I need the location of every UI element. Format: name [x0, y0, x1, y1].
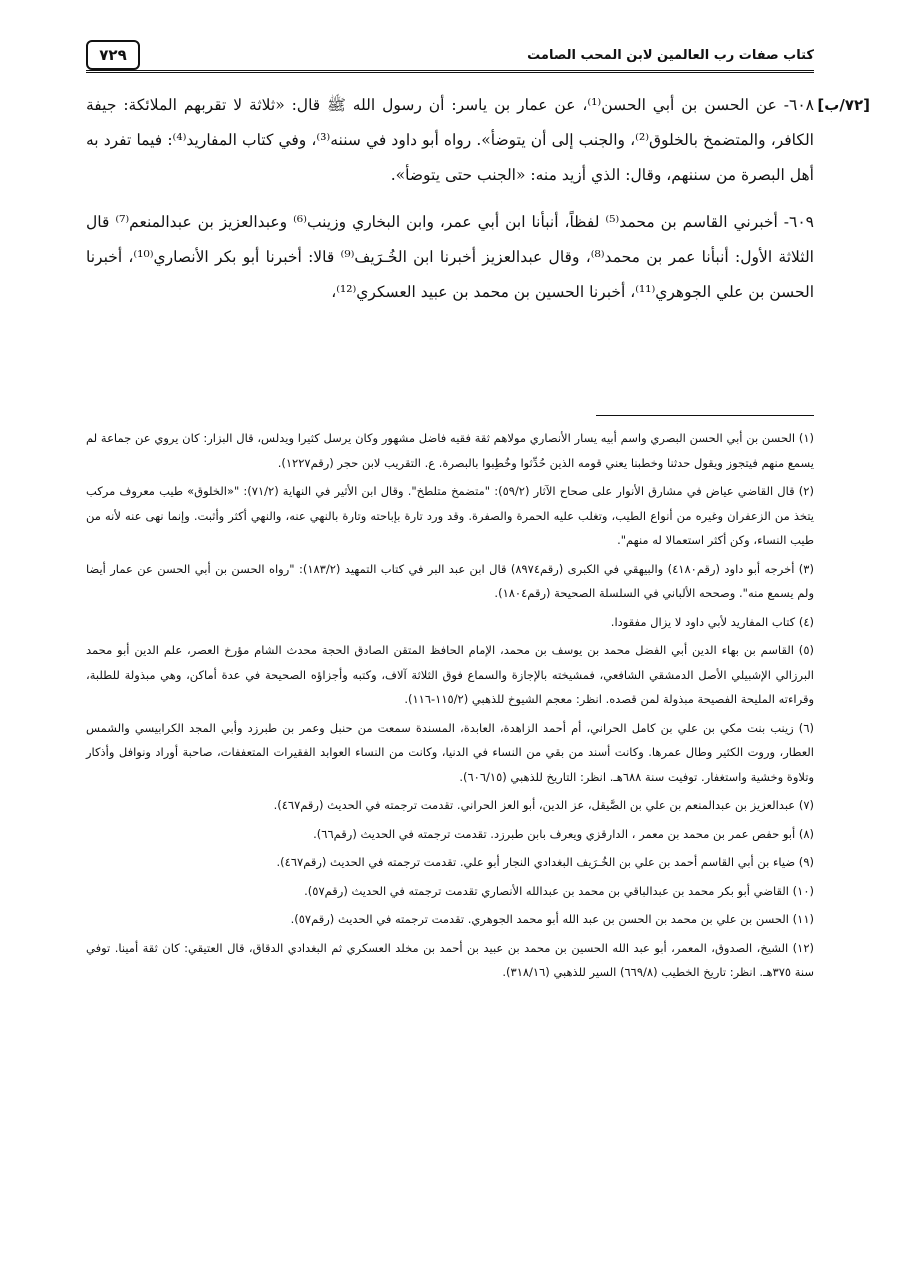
footnote-11: (١١) الحسن بن علي بن محمد بن الحسن بن عبد الله أبو محمد الجوهري. تقدمت ترجمته في الحديث (رقم٥٧). [290, 912, 814, 926]
footnote-6: (٦) زينب بنت مكي بن علي بن كامل الحراني، أم أحمد الزاهدة، العابدة، المسندة سمعت من حنبل وعمر بن طبرزد وأبي المجد الكرابيسي والشمس العطار، وروت الكثير وطال عمرها. وكانت أسند من بقي من النساء في الدنيا، وكانت من النساء العوابد الفقيرات المتعففات، صاحبة أوراد ونوافل وأذكار وتلاوة وخشية واستغفار. توفيت سنة ٦٨٨هـ. انظر: التاريخ للذهبي (٦٠٦/١٥). [86, 720, 814, 784]
manuscript-reference: [٧٢/ب] [817, 96, 870, 114]
footnote-9: (٩) ضياء بن أبي القاسم أحمد بن علي بن الخُـرَيف البغدادي النجار أبو علي. تقدمت ترجمته في الحديث (رقم٤٦٧). [276, 855, 814, 869]
header-rule [86, 70, 814, 73]
footnote-8: (٨) أبو حفص عمر بن محمد بن معمر ، الدارقزي ويعرف بابن طبرزد. تقدمت ترجمته في الحديث (رقم٦٦). [313, 826, 814, 841]
footnote-10: (١٠) القاضي أبو بكر محمد بن عبدالباقي بن محمد بن عبدالله الأنصاري تقدمت ترجمته في الحديث (رقم٥٧). [304, 883, 814, 898]
footnote-separator [596, 415, 814, 416]
main-text [86, 88, 814, 310]
page-header [86, 38, 814, 72]
page-number: ٧٢٩ [86, 40, 140, 70]
footnotes [86, 426, 814, 989]
hadith-608: ٦٠٨- عن الحسن بن أبي الحسن⁽¹⁾، عن عمار بن ياسر: أن رسول الله ﷺ قال: «ثلاثة لا تقربهم الملائكة: جيفة الكافر، والمتضمخ بالخلوق⁽²⁾، والجنب إلى أن يتوضأ». رواه أبو داود في سننه⁽³⁾، وفي كتاب المفاريد⁽⁴⁾: فيما تفرد به أهل البصرة من سننهم، وقال: الذي أزيد منه: «الجنب حتى يتوضأ». [86, 96, 814, 184]
footnote-7: (٧) عبدالعزيز بن عبدالمنعم بن علي بن الصَّيقل، عز الدين، أبو العز الحراني. تقدمت ترجمته في الحديث (رقم٤٦٧). [273, 798, 814, 812]
footnote-12: (١٢) الشيخ، الصدوق، المعمر، أبو عبد الله الحسين بن محمد بن عبيد بن أحمد بن مخلد العسكري ثم البغدادي الدقاق، قال العتيقي: كان ثقة أمينا. توفي سنة ٣٧٥هـ. انظر: تاريخ الخطيب (٦٦٩/٨) السير للذهبي (٣١٨/١٦). [86, 940, 814, 979]
footnote-2: (٢) قال القاضي عياض في مشارق الأنوار على صحاح الآثار (٥٩/٢): "متضمخ متلطخ". وقال ابن الأثير في النهاية (٧١/٢): "«الخلوق» طيب معروف مركب يتخذ من الزعفران وغيره من أنواع الطيب، وتغلب عليه الحمرة والصفرة. وقد ورد تارة بإباحته وتارة بالنهي عنه، والنهي أكثر وأثبت. وإنما نهى عنه لأنه من طيب النساء، وكن أكثر استعمالا له منهم". [86, 484, 814, 547]
footnote-4: (٤) كتاب المفاريد لأبي داود لا يزال مفقودا. [610, 614, 814, 629]
footnote-1: (١) الحسن بن أبي الحسن البصري واسم أبيه يسار الأنصاري مولاهم ثقة فقيه فاضل مشهور وكان يرسل كثيرا ويدلس، قال البزار: كان يروي عن جماعة لم يسمع منهم فيتجوز ويقول حدثنا وخطبنا يعني قومه الذين حُدِّثوا وخُطِبوا بالبصرة. ع. التقريب لابن حجر (رقم١٢٢٧). [86, 431, 814, 470]
book-title: كتاب صفات رب العالمين لابن المحب الصامت [527, 48, 814, 63]
hadith-609: ٦٠٩- أخبرني القاسم بن محمد⁽⁵⁾ لفظاً، أنبأنا ابن أبي عمر، وابن البخاري وزينب⁽⁶⁾ وعبدالعزيز بن عبدالمنعم⁽⁷⁾ قال الثلاثة الأول: أنبأنا عمر بن محمد⁽⁸⁾، وقال عبدالعزيز أخبرنا ابن الخُـرَيف⁽⁹⁾ قالا: أخبرنا أبو بكر الأنصاري⁽¹⁰⁾، أخبرنا الحسن بن علي الجوهري⁽¹¹⁾، أخبرنا الحسين بن محمد بن عبيد العسكري⁽¹²⁾، [86, 213, 814, 301]
footnote-5: (٥) القاسم بن بهاء الدين أبي الفضل محمد بن يوسف بن محمد، الإمام الحافظ المتقن الصادق الحجة محدث الشام مؤرخ العصر، علم الدين أبو محمد البرزالي الإشبيلي الأصل الدمشقي الشافعي، فمشيخته بالإجازة والسماع فوق الثلاثة آلاف، وكتبه وأجزاؤه الصحيحة في عدة أماكن، وهي مبذولة للطلبة، وقراءته المليحة الفصيحة مبذولة لمن قصده. انظر: معجم الشيوخ للذهبي (١١٥/٢-١١٦). [86, 643, 814, 706]
footnote-3: (٣) أخرجه أبو داود (رقم٤١٨٠) والبيهقي في الكبرى (رقم٨٩٧٤) قال ابن عبد البر في كتاب التمهيد (١٨٣/٢): "رواه الحسن بن أبي الحسن عن عمار أيضا ولم يسمع منه". وصححه الألباني في السلسلة الصحيحة (رقم١٨٠٤). [86, 561, 814, 600]
